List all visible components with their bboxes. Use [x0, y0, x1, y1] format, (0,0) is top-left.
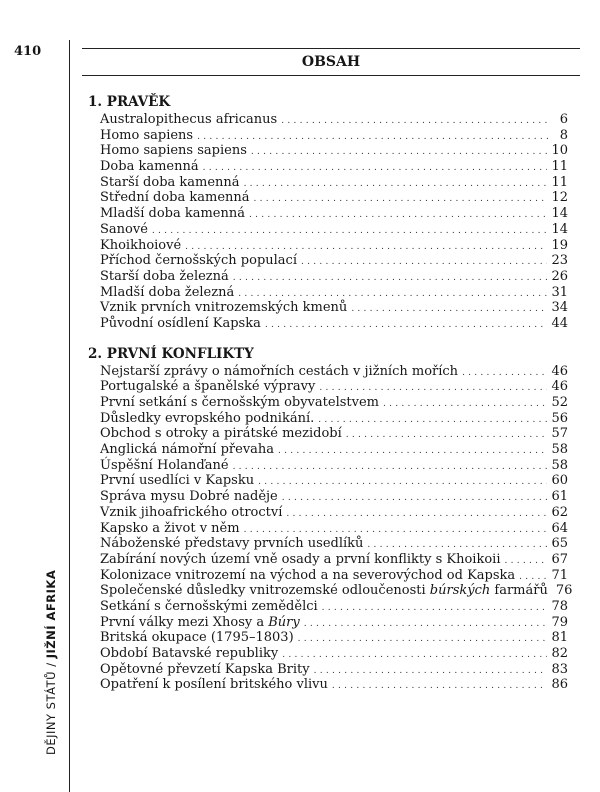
entry-page-number: 58 [551, 442, 568, 458]
entry-page-number: 86 [551, 677, 568, 693]
entry-label [100, 395, 379, 411]
spine-title [44, 570, 58, 755]
toc-entry [88, 662, 568, 678]
toc-entry [88, 364, 568, 380]
toc-entry [88, 630, 568, 646]
entry-label-text: Nejstarší zprávy o námořních cestách v jižních mořích [100, 363, 459, 379]
entry-label [100, 489, 278, 505]
entry-label [100, 411, 314, 427]
entry-page-number: 79 [551, 614, 568, 630]
spine-series: DĚJINY STÁTŮ / [44, 662, 58, 755]
entry-page-number: 71 [551, 567, 568, 583]
entry-page-number: 12 [551, 190, 568, 206]
toc-entry [88, 458, 568, 474]
entry-label-text: Společenské důsledky vnitrozemské odloučenosti [100, 583, 430, 599]
toc-entry [88, 473, 568, 489]
entry-page-number: 78 [551, 598, 568, 614]
entry-label [100, 143, 247, 159]
entry-label [100, 536, 363, 552]
entry-label-text: Homo sapiens [100, 127, 194, 143]
entry-label-text: Úspěšní Holanďané [100, 457, 229, 473]
entry-label [100, 285, 234, 301]
entry-page-number: 14 [551, 221, 568, 237]
toc-entry [88, 646, 568, 662]
entry-label [100, 238, 181, 254]
entry-label-text: Vznik prvních vnitrozemských kmenů [100, 300, 348, 316]
toc-entry [88, 175, 568, 191]
toc-entry [88, 222, 568, 238]
entry-label-text: Střední doba kamenná [100, 190, 250, 206]
entry-label [100, 677, 328, 693]
entry-label-text: Portugalské a španělské výpravy [100, 379, 316, 395]
entry-page-number: 58 [551, 457, 568, 473]
entry-page-number: 64 [551, 520, 568, 536]
entry-label [100, 599, 318, 615]
entry-label-text: Kapsko a život v něm [100, 520, 240, 536]
entry-label-italic: Búry [268, 614, 300, 630]
entry-label [100, 175, 240, 191]
entry-label-text: Obchod s otroky a pirátské mezidobí [100, 426, 342, 442]
entry-label [100, 630, 294, 646]
leader-dots [332, 677, 548, 695]
entry-label [100, 364, 458, 380]
page-number: 410 [14, 44, 42, 59]
entry-label-text: Kolonizace vnitrozemí na východ a na severovýchod od Kapska [100, 567, 516, 583]
toc-entry [88, 269, 568, 285]
toc-entry [88, 599, 568, 615]
toc-entry [88, 489, 568, 505]
toc-entry [88, 316, 568, 332]
entry-page-number: 44 [551, 315, 568, 331]
toc-entry [88, 442, 568, 458]
entry-page-number: 26 [551, 268, 568, 284]
entry-label-suffix: farmářů [490, 583, 548, 599]
toc-entry [88, 112, 568, 128]
entry-label-text: Starší doba kamenná [100, 174, 240, 190]
section-title: 2. PRVNÍ KONFLIKTY [88, 345, 254, 362]
toc-entry [88, 128, 568, 144]
leader-dots [265, 316, 548, 334]
entry-label-text: Mladší doba železná [100, 284, 235, 300]
entry-label [100, 190, 250, 206]
toc-entry [88, 536, 568, 552]
entry-page-number: 65 [551, 536, 568, 552]
entry-label-text: Sanové [100, 221, 148, 237]
toc-entry [88, 426, 568, 442]
entry-page-number: 11 [551, 159, 568, 175]
entry-label [100, 206, 245, 222]
entry-label-text: Vznik jihoafrického otroctví [100, 504, 283, 520]
entry-label-text: Opětovné převzetí Kapska Brity [100, 661, 310, 677]
entry-label [100, 583, 548, 599]
margin-rule [69, 40, 70, 792]
toc-entry [88, 238, 568, 254]
toc-entry [88, 583, 573, 599]
entry-page-number: 82 [551, 646, 568, 661]
entry-page-number: 46 [551, 363, 568, 379]
entry-label-text: Mladší doba kamenná [100, 206, 245, 222]
entry-page-number: 34 [551, 300, 568, 316]
entry-label-text: Opatření k posílení britského vlivu [100, 677, 328, 693]
toc-entry [88, 285, 568, 301]
entry-label [100, 316, 261, 332]
toc-entry [88, 521, 568, 537]
header-rule-top [82, 48, 580, 49]
toc-entry [88, 206, 568, 222]
entry-label [100, 552, 501, 568]
toc-entry [88, 677, 568, 693]
entry-label-text: Australopithecus africanus [100, 112, 278, 127]
toc-entry [88, 505, 568, 521]
entry-label [100, 269, 229, 285]
entry-label [100, 568, 515, 584]
entry-page-number: 19 [551, 237, 568, 253]
toc-entry [88, 253, 568, 269]
entry-label [100, 222, 148, 238]
toc-section [88, 344, 573, 693]
entry-label-text: Britská okupace (1795–1803) [100, 630, 294, 646]
toc-entry [88, 159, 568, 175]
entry-label-text: Náboženské představy prvních usedlíků [100, 536, 364, 552]
entry-page-number: 10 [551, 143, 568, 159]
entry-page-number: 52 [551, 395, 568, 410]
toc-entry [88, 552, 568, 568]
entry-label-text: Období Batavské republiky [100, 646, 279, 661]
entry-label [100, 253, 297, 269]
entry-label [100, 128, 193, 144]
entry-page-number: 8 [559, 127, 568, 143]
entry-page-number: 67 [551, 551, 568, 567]
entry-label-text: Doba kamenná [100, 159, 199, 175]
entry-label-text: Setkání s černošskými zemědělci [100, 598, 318, 614]
entry-label [100, 300, 347, 316]
section-title: 1. PRAVĚK [88, 94, 171, 110]
entry-label-text: Správa mysu Dobré naděje [100, 489, 278, 505]
entry-label-text: Důsledky evropského podnikání. [100, 410, 315, 426]
entry-label-text: Příchod černošských populací [100, 253, 297, 269]
spine-volume: JIŽNÍ AFRIKA [44, 569, 58, 659]
entry-page-number: 62 [551, 504, 568, 520]
page-title: OBSAH [301, 54, 361, 70]
entry-label-text: První setkání s černošským obyvatelstvem [100, 395, 379, 410]
entry-page-number: 57 [551, 426, 568, 442]
entry-label-text: První války mezi Xhosy a [100, 614, 269, 630]
entry-page-number: 61 [551, 489, 568, 505]
toc-entry [88, 395, 568, 411]
entry-page-number: 76 [555, 583, 573, 599]
entry-label-text: První usedlíci v Kapsku [100, 473, 255, 489]
toc-entry [88, 143, 568, 159]
header-rule-bottom [82, 75, 580, 76]
entry-page-number: 31 [551, 284, 568, 300]
toc-entry [88, 411, 568, 427]
entry-label [100, 662, 310, 678]
entry-page-number: 23 [551, 253, 568, 269]
entry-page-number: 81 [551, 630, 568, 646]
entry-label [100, 646, 278, 662]
entry-label [100, 615, 300, 631]
entry-page-number: 46 [551, 379, 568, 395]
entry-page-number: 14 [551, 206, 568, 222]
toc-entry [88, 615, 568, 631]
entry-label-text: Khoikhoiové [100, 237, 182, 253]
entry-label-text: Homo sapiens sapiens [100, 143, 247, 159]
toc-entry [88, 190, 568, 206]
entry-page-number: 11 [551, 174, 568, 190]
entry-label [100, 505, 282, 521]
entry-label [100, 442, 274, 458]
entry-label [100, 112, 277, 128]
entry-page-number: 56 [551, 410, 568, 426]
entry-page-number: 83 [551, 661, 568, 677]
entry-label [100, 521, 240, 537]
entry-label-text: Původní osídlení Kapska [100, 315, 261, 331]
toc-entry [88, 379, 568, 395]
entry-label [100, 473, 254, 489]
toc-section [88, 92, 568, 332]
entry-page-number: 6 [559, 112, 568, 127]
toc-entry [88, 568, 568, 584]
entry-label [100, 379, 315, 395]
entry-label [100, 458, 229, 474]
entry-label [100, 426, 342, 442]
toc-entry [88, 300, 568, 316]
entry-page-number: 60 [551, 473, 568, 489]
entry-label-text: Anglická námořní převaha [100, 442, 275, 458]
entry-label-text: Starší doba železná [100, 268, 229, 284]
entry-label-italic: búrských [429, 583, 491, 599]
table-of-contents [88, 92, 573, 693]
entry-label [100, 159, 199, 175]
entry-label-text: Zabírání nových území vně osady a první konflikty s Khoikoii [100, 551, 501, 567]
